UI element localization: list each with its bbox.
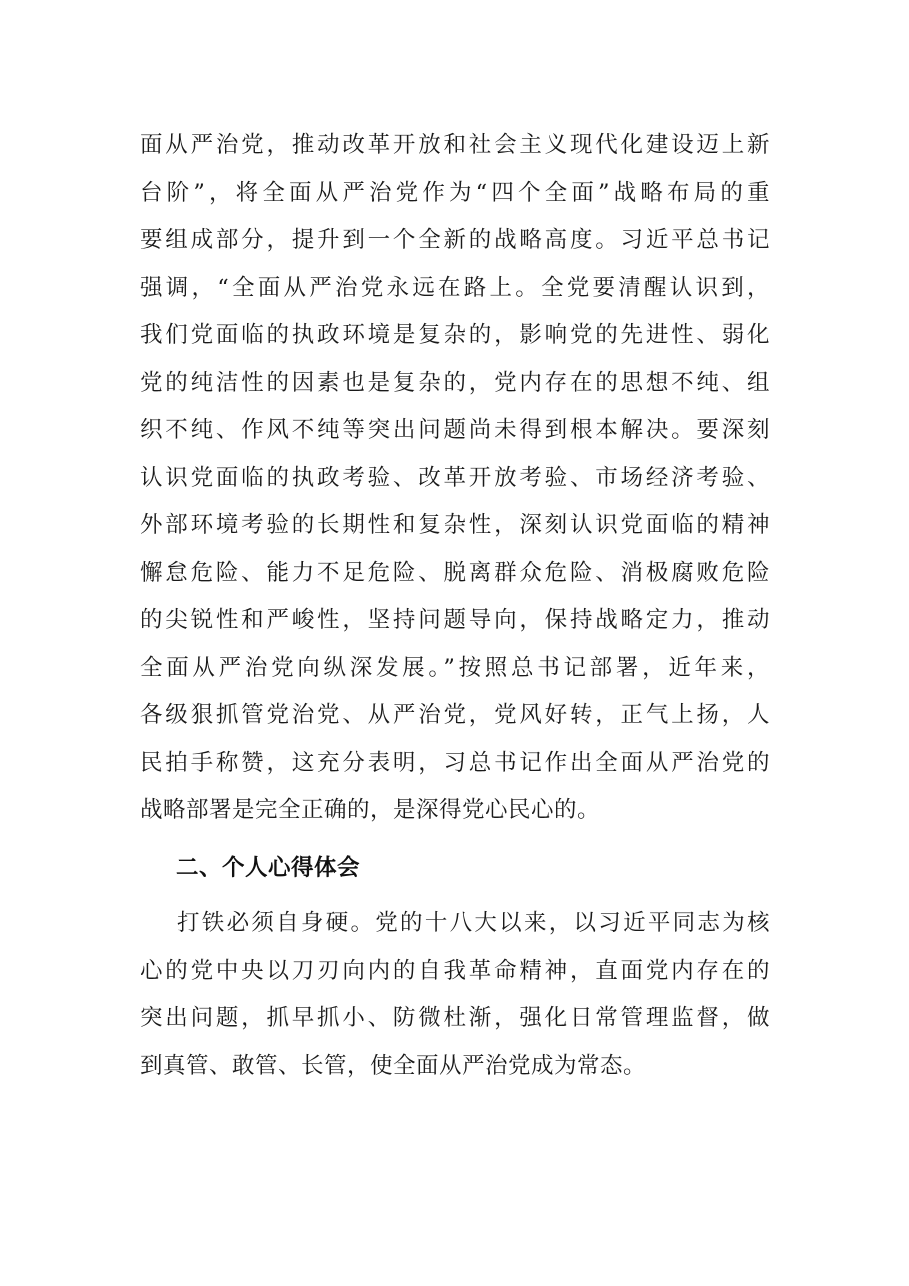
text-line: 台阶”，将全面从严治党作为“四个全面”战略布局的重 xyxy=(140,179,770,206)
text-line: 民拍手称赞，这充分表明，习总书记作出全面从严治党的 xyxy=(140,749,770,776)
text-line: 我们党面临的执政环境是复杂的，影响党的先进性、弱化 xyxy=(140,322,770,348)
paragraph-1 xyxy=(140,122,770,835)
text-line: 心的党中央以刀刃向内的自我革命精神，直面党内存在的 xyxy=(140,957,770,984)
text-line: 要组成部分，提升到一个全新的战略高度。习近平总书记 xyxy=(140,227,770,253)
paragraph-2 xyxy=(140,900,770,1090)
text-line: 打铁必须自身硬。党的十八大以来，以习近平同志为核 xyxy=(177,910,770,936)
text-line: 各级狠抓管党治党、从严治党，党风好转，正气上扬，人 xyxy=(140,702,770,728)
text-line: 织不纯、作风不纯等突出问题尚未得到根本解决。要深刻 xyxy=(140,417,770,443)
text-line: 战略部署是完全正确的，是深得党心民心的。 xyxy=(140,797,601,823)
text-line: 懈怠危险、能力不足危险、脱离群众危险、消极腐败危险 xyxy=(140,559,770,586)
text-line: 到真管、敢管、长管，使全面从严治党成为常态。 xyxy=(140,1052,647,1079)
section-heading: 二、个人心得体会 xyxy=(176,855,361,881)
text-line: 强调，“全面从严治党永远在路上。全党要清醒认识到， xyxy=(140,274,770,301)
text-line: 突出问题，抓早抓小、防微杜渐，强化日常管理监督，做 xyxy=(140,1005,770,1031)
text-line: 外部环境考验的长期性和复杂性，深刻认识党面临的精神 xyxy=(140,512,770,538)
text-line: 党的纯洁性的因素也是复杂的，党内存在的思想不纯、组 xyxy=(140,369,770,396)
text-line: 认识党面临的执政考验、改革开放考验、市场经济考验、 xyxy=(140,464,770,491)
text-line: 全面从严治党向纵深发展。”按照总书记部署，近年来， xyxy=(140,654,770,681)
text-line: 面从严治党，推动改革开放和社会主义现代化建设迈上新 xyxy=(140,132,770,158)
text-line: 的尖锐性和严峻性，坚持问题导向，保持战略定力，推动 xyxy=(140,607,770,633)
